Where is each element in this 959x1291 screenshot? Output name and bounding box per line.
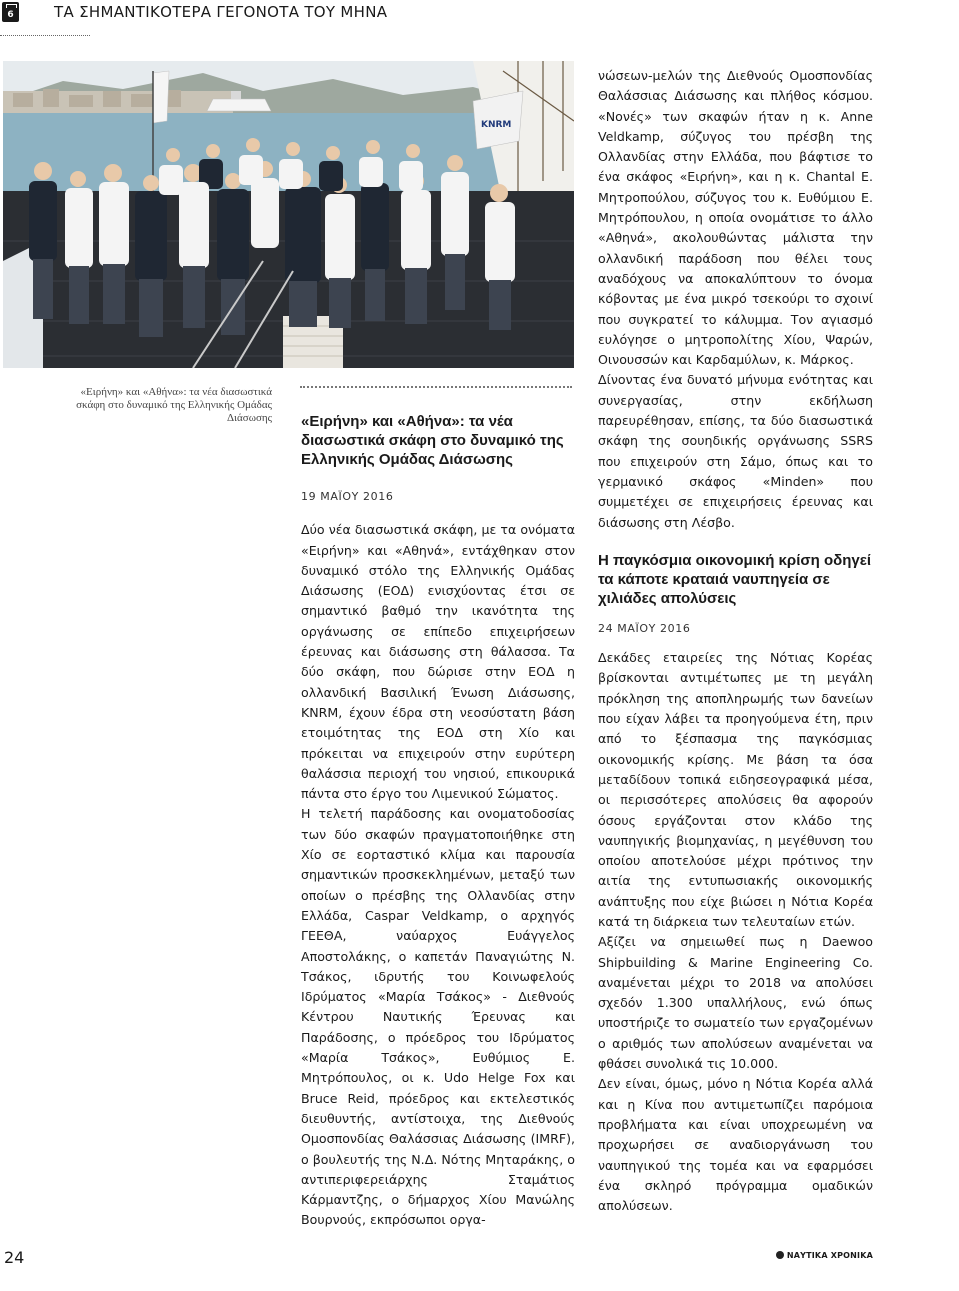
header-divider [0,35,90,36]
photo-flag-left [153,71,169,123]
article1-date: 19 ΜΑΪΟΥ 2016 [301,490,394,503]
photo-flag-text: ΚΝRM [481,120,512,130]
section-title: ΤΑ ΣΗΜΑΝΤΙΚΟΤΕΡΑ ΓΕΓΟΝΟΤΑ ΤΟΥ ΜΗΝΑ [54,3,388,21]
right-column [598,66,873,1216]
footer-brand [776,1251,873,1260]
photo-ferry-funnel [231,91,241,99]
page-number: 24 [4,1248,25,1267]
article2-paragraph-2: Αξίζει να σημειωθεί πως η Daewoo Shipbuilding & Marine Engineering Co. αναμένεται μέχρι το 2018 να απολύσει σχεδόν 1.300 υπαλλήλους, ενώ όπως υποστήριζε το σωματείο των εργαζομένων ο αριθμός των απολύσεων αναμένεται να φθάσει συνολικά τις 10.000. [598,934,873,1072]
article2-paragraph-3: Δεν είναι, όμως, μόνο η Νότια Κορέα αλλά και η Κίνα που αντιμετωπίζει παρόμοια προβλήματα και είναι υποχρεωμένη να προχωρήσει σε αναδιοργάνωση του ναυπηγικού της τομέα και να εφαρμόσει ένα σκληρό πρόγραμμα ομαδικών απολύσεων. [598,1076,873,1214]
article2-headline: Η παγκόσμια οικονομική κρίση οδηγεί τα κάποτε κραταιά ναυπηγεία σε χιλιάδες απολύσεις [598,551,872,607]
article1-paragraph-2: Η τελετή παράδοσης και ονοματοδοσίας των δύο σκαφών πραγματοποιήθηκε στη Χίο σε εορταστικό κλίμα και παρουσία σημαντικών προσκεκλημένων, μεταξύ των οποίων ο πρέσβης της Ολλανδίας στην Ελλάδα, Caspar Veldkamp, ο αρχηγός ΓΕΕΘΑ, ναύαρχος Ευάγγελος Αποστολάκης, ο καπετάν Παναγιώτης Ν. Τσάκος, ιδρυτής του Κοινωφελούς Ιδρύματος «Μαρία Τσάκος» - Διεθνούς Κέντρου Ναυτικής Έρευνας και Παράδοσης, ο πρόεδρος του Ιδρύματος «Μαρία Τσάκος», Ευθύμιος Ε. Μητρόπουλος, οι κ. Udo Helge Fox και Bruce Reid, πρόεδρος και εκτελεστικός διευθυντής, αντίστοιχα, της Διεθνούς Ομοσπονδίας Θαλάσσιας Διάσωσης (IMRF), ο βουλευτής της Ν.Δ. Νότης Μηταράκης, ο αντιπεριφερειάρχης Σταμάτιος Κάρμαντζης, ο δήμαρχος Χίου Μανώλης Βουρνούς, εκπρόσωποι οργα- [301,806,575,1228]
section-number-badge: 6 [2,2,19,22]
footer-brand-text: ΝΑΥΤΙΚΑ ΧΡΟΝΙΚΑ [786,1251,873,1260]
middle-column [301,412,575,1231]
article-divider [300,386,572,388]
article1-headline: «Ειρήνη» και «Αθήνα»: τα νέα διασωστικά σκάφη στο δυναμικό της Ελληνικής Ομάδας Διάσωσης [301,413,564,468]
article2-paragraph-1: Δεκάδες εταιρείες της Νότιας Κορέας βρίσκονται αντιμέτωπες με τη μεγάλη πρόκληση της αποπληρωμής των δανείων που είχαν λάβει τα προηγούμενα έτη, πριν από το ξέσπασμα της παγκόσμιας οικονομικής κρίσης. Με βάση τα όσα μεταδίδουν τοπικά ειδησεογραφικά μέσα, οι περισσότερες απολύσεις θα αφορούν όσους εργάζονται στον κλάδο της ναυπηγικής βιομηχανίας, η μεγέθυνση του οποίου αποτελούσε μέχρι πρότινος την αιτία της εντυπωσιακής οικονομικής ανάπτυξης που είχε βιώσει η Νότια Κορέα κατά τη διάρκεια των τελευταίων ετών. [598,650,873,929]
article1-paragraph-4: Δίνοντας ένα δυνατό μήνυμα ενότητας και συνεργασίας, στην εκδήλωση παρευρέθησαν, επίσης, τα δύο διασωστικά σκάφη της σουηδικής οργάνωσης SSRS που επιχειρούν στη Σάμο, όπως και το γερμανικό σκάφος «Minden» που συμμετέχει σε επιχειρήσεις έρευνας και διάσωσης στη Λέσβο. [598,372,873,530]
photo-caption: «Ειρήνη» και «Αθήνα»: τα νέα διασωστικά σκάφη στο δυναμικό της Ελληνικής Ομάδας Διάσωσης [76,386,272,424]
photo-ferry [207,99,271,111]
article2-date: 24 ΜΑΪΟΥ 2016 [598,621,691,635]
article1-paragraph-3: νώσεων-μελών της Διεθνούς Ομοσπονδίας Θαλάσσιας Διάσωσης και πλήθος κόσμου. «Νονές» των σκαφών ήταν η κ. Anne Veldkamp, σύζυγος του πρέσβη της Ολλανδίας στην Ελλάδα, που βάφτισε το ένα σκάφος «Ειρήνη», και η κ. Chantal Ε. Μητροπούλου, σύζυγος του κ. Ευθύμιου Ε. Μητρόπουλου, η οποία ονομάτισε το άλλο «Αθηνά», ακολουθώντας μάλιστα την ολλανδική παράδοση που θέλει τους αναδόχους να αποκαλύπτουν το όνομα κόβοντας με ένα μικρό τσεκούρι το σχοινί που συγκρατεί το κάλυμμα. Τον αγιασμό ευλόγησε ο μητροπολίτης Χίου, Ψαρών, Οινουσσών και Καρδαμύλων, κ. Μάρκος. [598,68,873,368]
article1-paragraph-1: Δύο νέα διασωστικά σκάφη, με τα ονόματα «Ειρήνη» και «Αθηνά», εντάχθηκαν στον δυναμικό στόλο της Ελληνικής Ομάδας Διάσωσης (ΕΟΔ) ενισχύοντας έτσι σε σημαντικό βαθμό την ικανότητα της οργάνωσης σε επίπεδο επιχειρήσεων έρευνας και διάσωσης στη θάλασσα. Τα δύο σκάφη, που δώρισε στην ΕΟΔ η ολλανδική Βασιλική Ένωση Διάσωσης, KNRM, έχουν έδρα στη νεοσύστατη βάση ετοιμότητας της ΕΟΔ στη Χίο και πρόκειται να επιχειρούν στην ευρύτερη θαλάσσια περιοχή του νησιού, επικουρικά πάντα στο έργο του Λιμενικού Σώματος. [301,522,575,802]
brand-logo-icon [776,1251,784,1259]
article-photo [3,61,574,368]
